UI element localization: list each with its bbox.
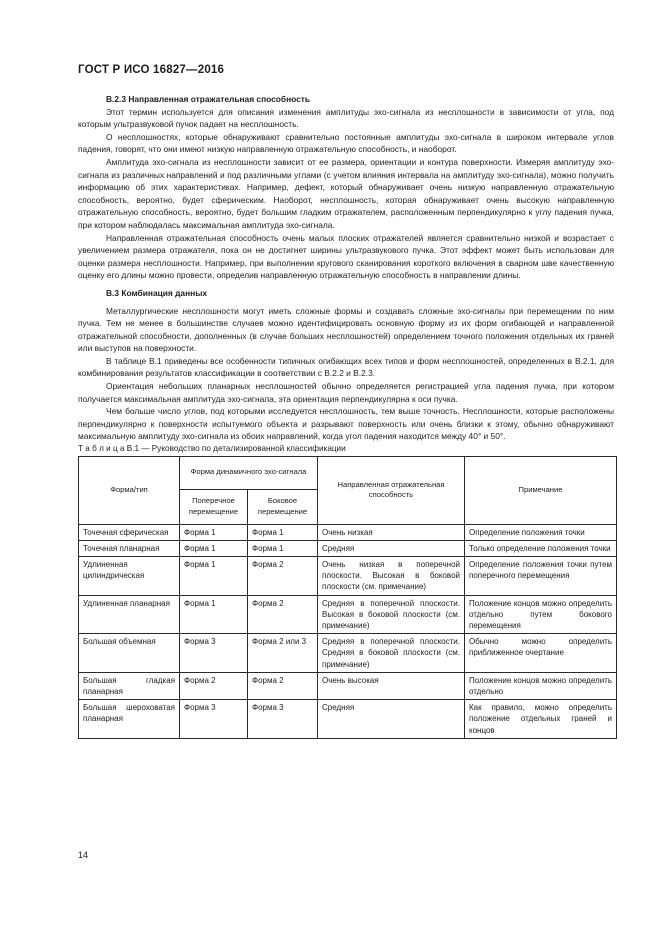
table-body [79, 524, 617, 738]
cell-form-type: Большая гладкая планарная [79, 672, 180, 699]
cell-directional: Средняя [318, 540, 465, 556]
paragraph: Амплитуда эхо-сигнала из несплошности зависит от ее размера, ориентации и контура поверхности. Измеряя амплитуду эхо-сигнала из различных направлений и под различными углами (с учетом влияния интервала на амплитуду эхо-сигнала), можно получить информацию об этих характеристиках. Например, дефект, который обнаруживает очень низкую направленную отражательную способность, вероятно, будет сферическим. Наоборот, несплошность, которая обнаруживает очень высокую направленную отражательную способность, вероятно, будет большим гладким отражателем, расположенным перпендикулярно к углу падения пучка, при котором наблюдалась максимальная амплитуда эхо-сигнала. [78, 156, 614, 230]
cell-note: Только определение положения точки [465, 540, 617, 556]
paragraph: Чем больше число углов, под которыми исследуется несплошность, тем выше точность. Несплошности, которые расположены перпендикулярно к поверхности испытуемого объекта и разрывают поверхность или очень близки к этому, обычно обнаруживают максимальную амплитуду эхо-сигнала из обоих направлений, когда угол падения находится между 40° и 50°. [78, 406, 614, 442]
cell-form-type: Удлиненная цилиндрическая [79, 557, 180, 596]
cell-note: Как правило, можно определить положение отдельных граней и концов [465, 700, 617, 739]
header-form-type: Форма/тип [79, 456, 180, 524]
cell-form-type: Большая шероховатая планарная [79, 700, 180, 739]
header-note: Примечание [465, 456, 617, 524]
section-heading-b23: В.2.3 Направленная отражательная способность [106, 94, 311, 104]
cell-transverse: Форма 2 [180, 672, 248, 699]
cell-lateral: Форма 2 или 3 [248, 634, 318, 673]
cell-directional: Очень низкая в поперечной плоскости. Высокая в боковой плоскости (см. примечание) [318, 557, 465, 596]
table-caption: Т а б л и ц а В.1 — Руководство по детализированной классификации [78, 444, 346, 454]
paragraph: Направленная отражательная способность очень малых плоских отражателей является сравнительно низкой и возрастает с увеличением размера отражателя, пока он не достигнет ширины ультразвукового пучка. Этот эффект может быть использован для оценки размера несплошности. Например, при выполнении кругового сканирования короткого включения в сварном шве качественную оценку его длины можно провести, определив направленную отражательную способность в направлении длины. [78, 232, 614, 281]
cell-transverse: Форма 1 [180, 557, 248, 596]
cell-transverse: Форма 3 [180, 634, 248, 673]
page-content [78, 93, 614, 739]
cell-form-type: Точечная сферическая [79, 524, 180, 540]
cell-form-type: Большая объемная [79, 634, 180, 673]
cell-transverse: Форма 1 [180, 540, 248, 556]
cell-note: Обычно можно определить приближенное очертание [465, 634, 617, 673]
section-heading-b3: В.3 Комбинация данных [106, 287, 208, 298]
page-number: 14 [78, 850, 89, 860]
cell-transverse: Форма 3 [180, 700, 248, 739]
cell-note: Определение положения точки [465, 524, 617, 540]
header-directional: Направленная отражательная способность [318, 456, 465, 524]
cell-form-type: Удлиненная планарная [79, 595, 180, 634]
cell-note: Положение концов можно определить отдельно [465, 672, 617, 699]
table-row [79, 524, 617, 540]
table-row [79, 540, 617, 556]
cell-lateral: Форма 3 [248, 700, 318, 739]
table-row [79, 634, 617, 673]
table-row [79, 557, 617, 596]
paragraph: Этот термин используется для описания изменения амплитуды эхо-сигнала из несплошности в зависимости от угла, под которым ультразвуковой пучок падает на несплошность. [78, 106, 614, 130]
cell-note: Определение положения точки путем поперечного перемещения [465, 557, 617, 596]
paragraph: О несплошностях, которые обнаруживают сравнительно постоянные амплитуды эхо-сигнала в широком интервале углов падения, говорят, что они имеют низкую направленную отражательную способность, и наоборот. [78, 131, 614, 155]
cell-lateral: Форма 1 [248, 524, 318, 540]
header-lateral: Боковое перемещение [248, 489, 318, 524]
cell-directional: Средняя [318, 700, 465, 739]
table-row [79, 595, 617, 634]
table-row [79, 700, 617, 739]
document-header: ГОСТ Р ИСО 16827—2016 [78, 64, 225, 76]
cell-directional: Средняя в поперечной плоскости. Высокая в боковой плоскости (см. примечание) [318, 595, 465, 634]
cell-directional: Средняя в поперечной плоскости. Средняя в боковой плоскости (см. примечание) [318, 634, 465, 673]
header-dynamic-form: Форма динамичного эхо-сигнала [180, 456, 318, 489]
paragraph: Ориентация небольших планарных несплошностей обычно определяется регистрацией угла падения пучка, при котором получается максимальная амплитуда эхо-сигнала, эта ориентация перпендикулярна к оси пучка. [78, 381, 614, 404]
paragraph: В таблице В.1 приведены все особенности типичных огибающих всех типов и форм несплошностей, определенных в В.2.1, для комбинирования результатов классификации в соответствии с В.2.2 и В.2.3. [78, 355, 614, 379]
cell-directional: Очень высокая [318, 672, 465, 699]
classification-table [78, 456, 617, 739]
paragraph: Металлургические несплошности могут иметь сложные формы и создавать сложные эхо-сигналы при перемещении по ним пучка. Тем не менее в большинстве случаев можно идентифицировать основную форму из их форм огибающей и направленной отражательной способности, дополненных (в случае больших несплошностей) определением точного положения отдельных их граней или выступов на поверхности. [78, 305, 614, 354]
cell-lateral: Форма 2 [248, 672, 318, 699]
cell-lateral: Форма 1 [248, 540, 318, 556]
cell-form-type: Точечная планарная [79, 540, 180, 556]
cell-transverse: Форма 1 [180, 524, 248, 540]
table-row [79, 672, 617, 699]
cell-transverse: Форма 1 [180, 595, 248, 634]
cell-directional: Очень низкая [318, 524, 465, 540]
header-transverse: Поперечное перемещение [180, 489, 248, 524]
cell-lateral: Форма 2 [248, 595, 318, 634]
cell-note: Положение концов можно определить отдельно путем бокового перемещения [465, 595, 617, 634]
cell-lateral: Форма 2 [248, 557, 318, 596]
